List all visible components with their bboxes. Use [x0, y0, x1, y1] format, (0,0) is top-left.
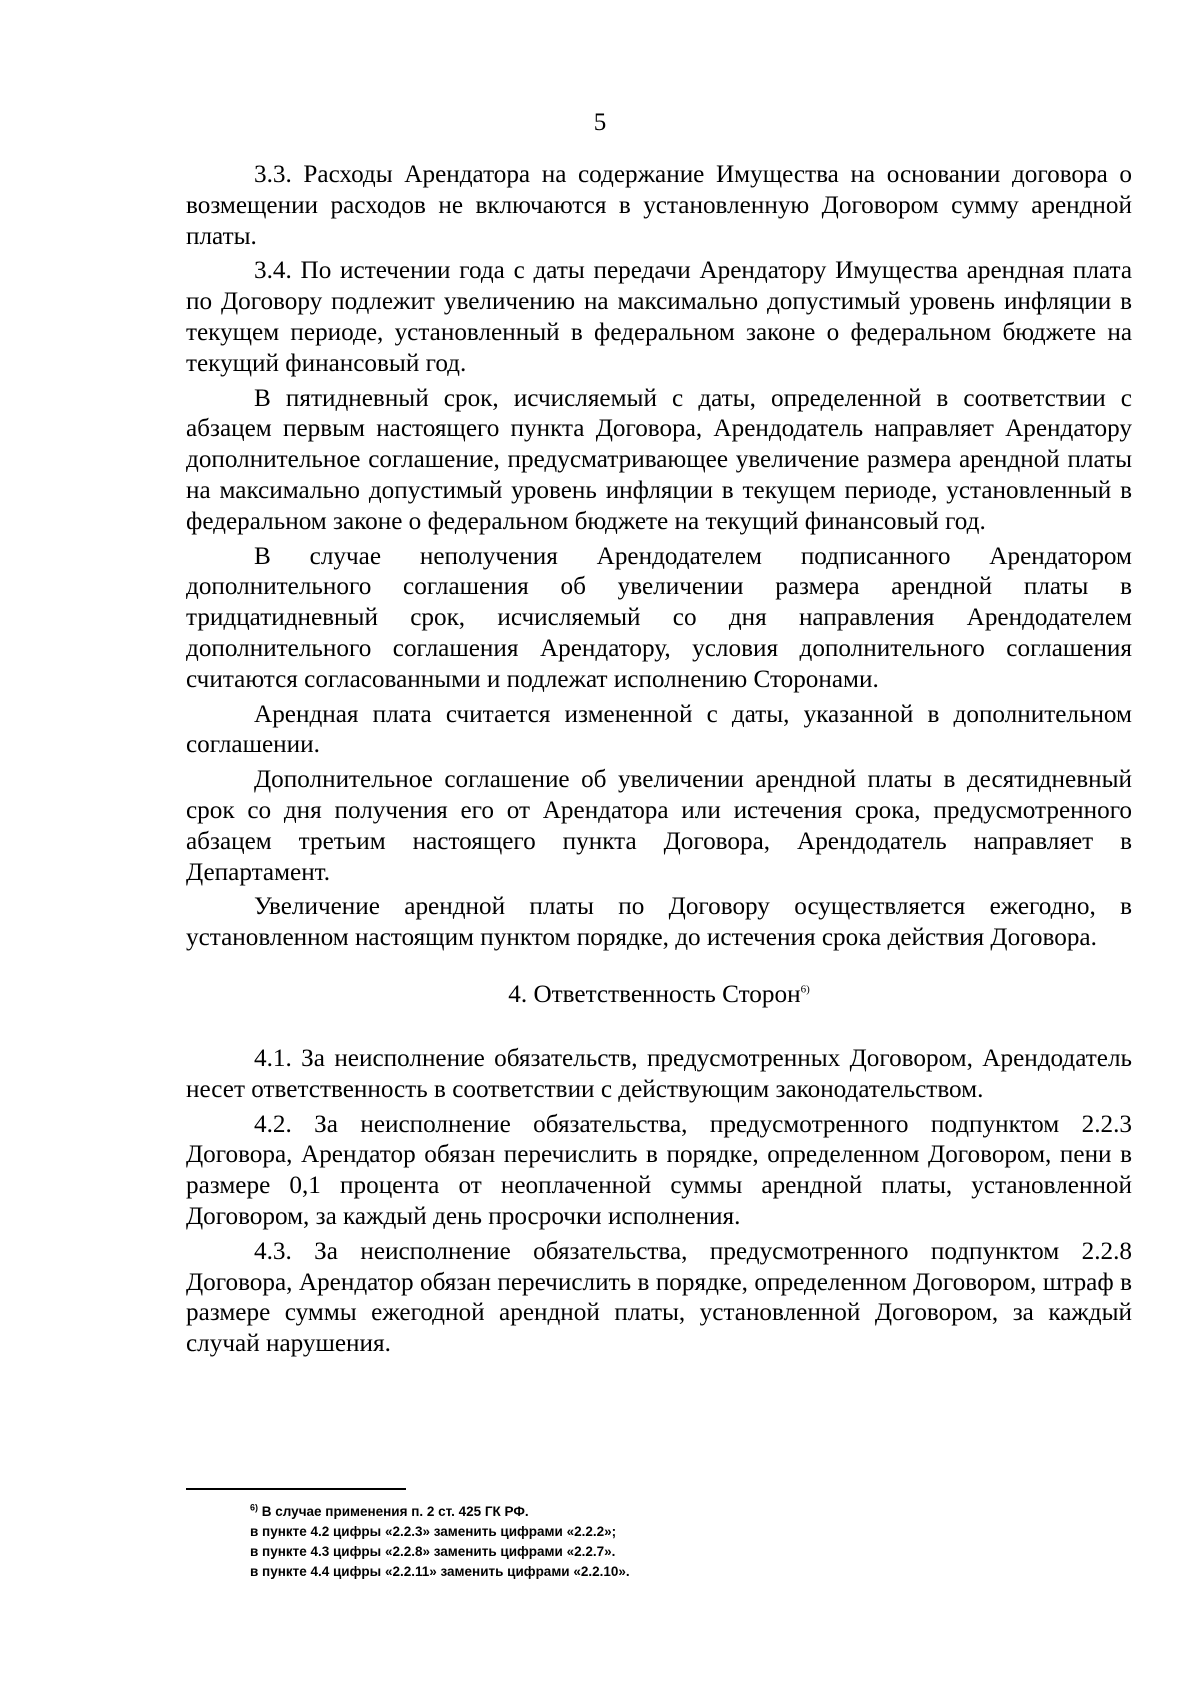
paragraph-3-4-third: В случае неполучения Арендодателем подписанного Арендатором дополнительного соглашения об увеличении размера арендной платы в тридцатидневный срок, исчисляемый со дня направления Арендодателем дополнительного соглашения Арендатору, условия дополнительного соглашения считаются согласованными и подлежат исполнению Сторонами. [186, 542, 1132, 693]
footnote-line: в пункте 4.4 цифры «2.2.11» заменить цифрами «2.2.10». [250, 1564, 630, 1579]
footnote-reference: 6) [800, 983, 810, 996]
footnote-line: в пункте 4.3 цифры «2.2.8» заменить цифрами «2.2.7». [250, 1544, 616, 1559]
paragraph-4-2: 4.2. За неисполнение обязательства, предусмотренного подпунктом 2.2.3 Договора, Арендатор обязан перечислить в порядке, определенном Договором, пени в размере 0,1 процента от неоплаченной суммы арендной платы, установленной Договором, за каждый день просрочки исполнения. [186, 1110, 1132, 1230]
footnote-line: в пункте 4.2 цифры «2.2.3» заменить цифрами «2.2.2»; [250, 1524, 617, 1539]
paragraph-3-4-second: В пятидневный срок, исчисляемый с даты, определенной в соответствии с абзацем первым настоящего пункта Договора, Арендодатель направляет Арендатору дополнительное соглашение, предусматривающее увеличение размера арендной платы на максимально допустимый уровень инфляции в текущем периоде, установленный в федеральном законе о федеральном бюджете на текущий финансовый год. [186, 384, 1132, 535]
paragraph-3-4: 3.4. По истечении года с даты передачи Арендатору Имущества арендная плата по Договору подлежит увеличению на максимально допустимый уровень инфляции в текущем периоде, установленный в федеральном законе о федеральном бюджете на текущий финансовый год. [186, 257, 1132, 377]
paragraph-3-4-fifth: Дополнительное соглашение об увеличении арендной платы в десятидневный срок со дня получения его от Арендатора или истечения срока, предусмотренного абзацем третьим настоящего пункта Договора, Арендодатель направляет в Департамент. [186, 766, 1132, 886]
document-body [186, 160, 1132, 1364]
footnote-text: В случае применения п. 2 ст. 425 ГК РФ. [261, 1504, 529, 1519]
footnotes [250, 1502, 950, 1582]
page-number: 5 [593, 109, 607, 136]
paragraph-3-4-fourth: Арендная плата считается измененной с даты, указанной в дополнительном соглашении. [186, 700, 1132, 759]
footnote-marker: 6) [250, 1502, 259, 1513]
footnote-line [250, 1502, 950, 1522]
section-4-heading [186, 980, 1132, 1010]
footnote-separator [186, 1488, 406, 1490]
paragraph-4-3: 4.3. За неисполнение обязательства, предусмотренного подпунктом 2.2.8 Договора, Арендатор обязан перечислить в порядке, определенном Договором, штраф в размере суммы ежегодной арендной платы, установленной Договором, за каждый случай нарушения. [186, 1237, 1132, 1358]
paragraph-4-1: 4.1. За неисполнение обязательств, предусмотренных Договором, Арендодатель несет ответственность в соответствии с действующим законодательством. [186, 1044, 1132, 1103]
section-4-heading-text: 4. Ответственность Сторон [508, 980, 801, 1008]
paragraph-3-4-sixth: Увеличение арендной платы по Договору осуществляется ежегодно, в установленном настоящим пунктом порядке, до истечения срока действия Договора. [186, 893, 1132, 952]
paragraph-3-3: 3.3. Расходы Арендатора на содержание Имущества на основании договора о возмещении расходов не включаются в установленную Договором сумму арендной платы. [186, 161, 1132, 250]
